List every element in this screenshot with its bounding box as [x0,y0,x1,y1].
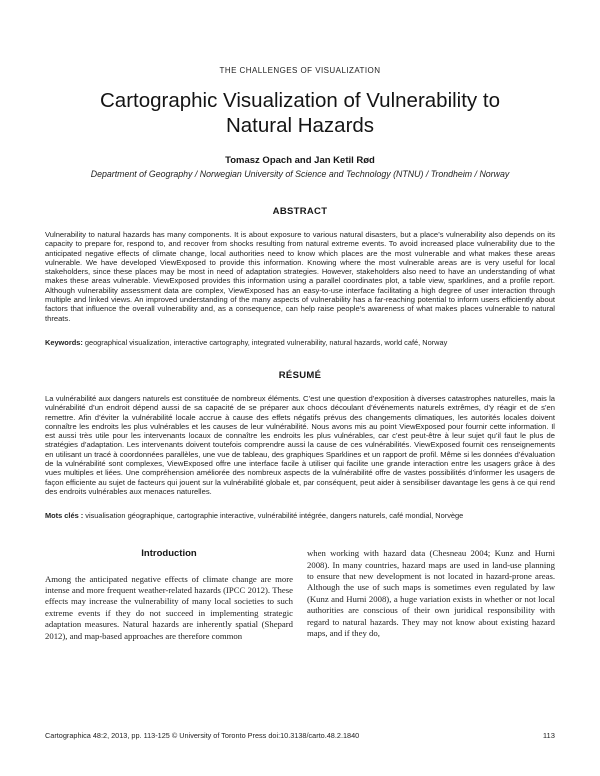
author-names: Tomasz Opach and Jan Ketil Rød [225,155,375,166]
article-title: Cartographic Visualization of Vulnerability to Natural Hazards [100,89,500,137]
page-footer [45,731,555,740]
mots-cles-line [45,511,555,520]
intro-column-right [307,548,555,642]
keywords-label: Keywords: [45,337,83,347]
abstract-paragraph: Vulnerability to natural hazards has many components. It is about exposure to various natural disasters, but a place’s vulnerability also depends on its capacity to prepare for, respond to, and recover from shocks resulting from natural extreme events. To avoid increased place vulnerability due to the anticipated negative effects of climate change, local authorities need to know which places are the most vulnerable and what makes these areas vulnerable. We have developed ViewExposed to provide this information. Knowing where the most vulnerable areas are is very useful for local stakeholders, since these places may be most in need of adaptation strategies. However, stakeholders also need to have an understanding of what makes these areas vulnerable. ViewExposed provides this information using a parallel coordinates plot, a table view, sparklines, and a profile report. Although vulnerability assessment data are complex, ViewExposed has an easy-to-use interface facilitating a high degree of user interaction through multiple and linked views. An improved understanding of the many aspects of vulnerability has a far-reaching potential to inform users efficiently about factors that influence the overall vulnerability and, as a consequence, can help raise people’s awareness of what makes places vulnerable to natural threats. [45,230,555,323]
page-content [45,0,555,642]
intro-paragraph-left: Among the anticipated negative effects of climate change are more intense and more frequent weather-related hazards (IPCC 2012). These effects may increase the vulnerability of many local societies to such extreme events if they do not succeed in implementing strategic adaptation measures. Natural hazards are inherently spatial (Shepard 2012), and map-based approaches are therefore common [45,573,293,641]
intro-column-left [45,548,293,642]
keywords-text: geographical visualization, interactive cartography, integrated vulnerability, natural hazards, world café, Norway [82,337,448,347]
introduction-section [45,548,555,642]
intro-paragraph-right: when working with hazard data (Chesneau 2004; Kunz and Hurni 2008). In many countries, hazard maps are used in land-use planning to ensure that new development is not located in hazard-prone areas. Although the use of such maps is sometimes even regulated by law (Kunz and Hurni 2008), a huge variation exists in whether or not local authorities are conscious of their own juridical responsibility with regard to natural hazards. They may not know about existing hazard maps, and if they do, [307,548,555,639]
resume-heading: RÉSUMÉ [278,369,322,381]
author-affiliation: Department of Geography / Norwegian University of Science and Technology (NTNU) / Trondheim / Norway [90,169,510,179]
mots-cles-text: visualisation géographique, cartographie interactive, vulnérabilité intégrée, dangers naturels, café mondial, Norvège [83,511,464,521]
keywords-line [45,338,555,347]
mots-cles-label: Mots clés : [45,511,84,521]
introduction-heading: Introduction [141,548,197,560]
resume-paragraph: La vulnérabilité aux dangers naturels est constituée de nombreux éléments. C’est une question d’exposition à diverses catastrophes naturelles, mais la vulnérabilité d’un endroit dépend aussi de sa capacité de se préparer aux chocs découlant d’événements naturels extrêmes, d’y réagir et de s’en remettre. Afin d’éviter la vulnérabilité locale accrue à cause des effets négatifs prévus des changements climatiques, les autorités locales doivent connaître les endroits les plus vulnérables et les causes de leur vulnérabilité. Nous avons mis au point ViewExposed pour fournir cette information. Il est aussi très utile pour les intervenants locaux de connaître les endroits les plus vulnérables, car c’est peut-être à leur sujet qu’il faut le plus de stratégies d’adaptation. Les intervenants doivent toutefois comprendre aussi la cause de ces vulnérabilités. ViewExposed fournit ces renseignements en utilisant un tracé à coordonnées parallèles, une vue de tableau, des graphiques Sparklines et un rapport de profil. Même si les données d’évaluation de la vulnérabilité sont complexes, ViewExposed offre une interface facile à utiliser qui facilite une grande interaction entre les usagers grâce à des vues multiples et liées. Une compréhension améliorée des nombreux aspects de la vulnérabilité offre de vastes possibilités d’informer les usagers de façon efficiente au sujet de facteurs qui jouent sur la vulnérabilité globale et, par conséquent, peut aider à sensibiliser davantage les gens à ce qui rend des endroits vulnérables aux menaces naturelles. [45,393,555,496]
running-head: THE CHALLENGES OF VISUALIZATION [219,66,381,75]
footer-citation: Cartographica 48:2, 2013, pp. 113-125 © University of Toronto Press doi:10.3138/carto.48.2.1840 [45,731,360,740]
abstract-heading: ABSTRACT [272,206,328,217]
page-number: 113 [542,731,555,740]
